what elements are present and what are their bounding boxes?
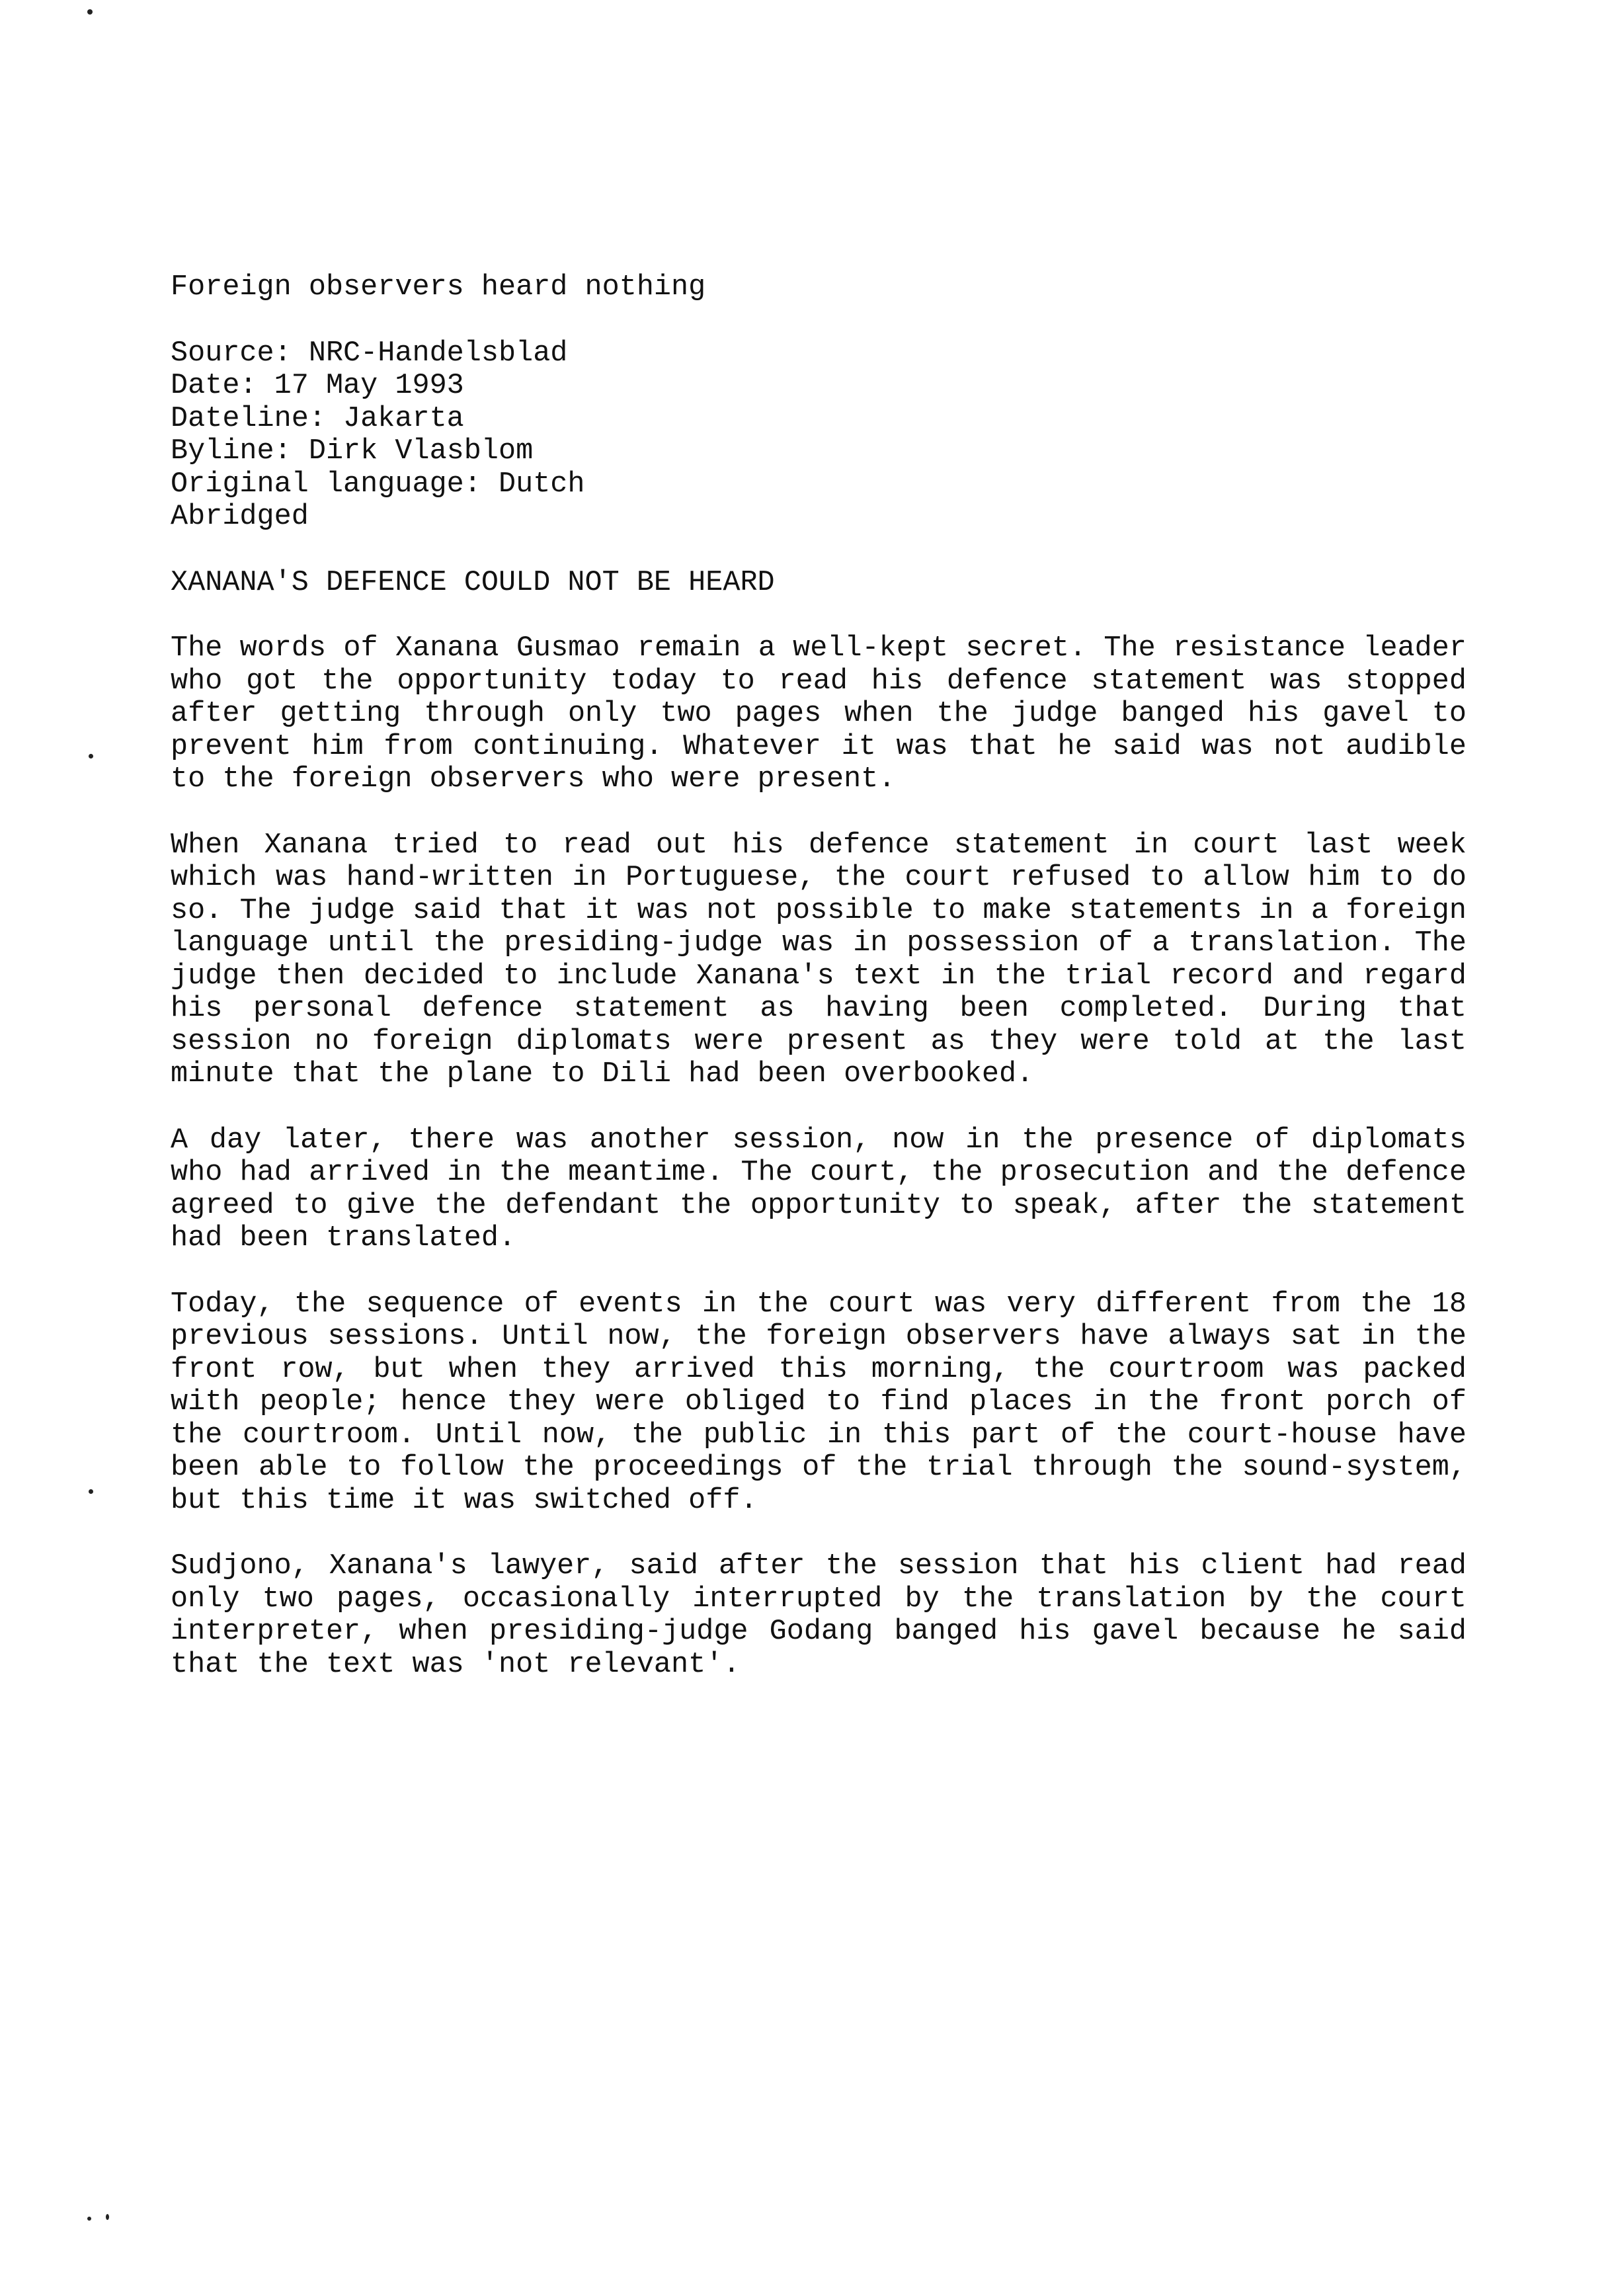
article-headline: XANANA'S DEFENCE COULD NOT BE HEARD — [171, 566, 775, 599]
document-title: Foreign observers heard nothing — [171, 271, 706, 304]
paragraph: A day later, there was another session, now in the presence of diplomats who had arrived in the meantime. The court, the prosecution and the defence agreed to give the defendant the opportunity to speak, after the statement had been translated. — [171, 1124, 1467, 1254]
meta-byline: Byline: Dirk Vlasblom — [171, 435, 534, 468]
meta-date: Date: 17 May 1993 — [171, 370, 464, 402]
paragraph: Today, the sequence of events in the court was very different from the 18 previous sessions. Until now, the foreign observers have always sat in the front row, but when they arrived this morning, the courtroom was packed with people; hence they were obliged to find places in the front porch of the courtroom. Until now, the public in this part of the court-house have been able to follow the proceedings of the trial through the sound-system, but this time it was switched off. — [171, 1288, 1467, 1517]
scan-speck — [106, 2214, 109, 2220]
document-page — [171, 271, 1467, 1714]
meta-abridged: Abridged — [171, 501, 309, 533]
scan-speck — [87, 2217, 91, 2221]
paragraph: The words of Xanana Gusmao remain a well-kept secret. The resistance leader who got the opportunity today to read his defence statement was stopped after getting through only two pages when the judge banged his gavel to prevent him from continuing. Whatever it was that he said was not audible to the foreign observers who were present. — [171, 632, 1467, 796]
meta-source: Source: NRC-Handelsblad — [171, 337, 568, 370]
scan-speck — [89, 1489, 93, 1494]
scan-speck — [87, 9, 93, 15]
metadata-block — [171, 337, 1467, 534]
meta-dateline: Dateline: Jakarta — [171, 402, 464, 435]
paragraph: When Xanana tried to read out his defence statement in court last week which was hand-written in Portuguese, the court refused to allow him to do so. The judge said that it was not possible to make statements in a foreign language until the presiding-judge was in possession of a translation. The judge then decided to include Xanana's text in the trial record and regard his personal defence statement as having been completed. During that session no foreign diplomats were present as they were told at the last minute that the plane to Dili had been overbooked. — [171, 829, 1467, 1090]
scan-speck — [89, 754, 93, 758]
meta-language: Original language: Dutch — [171, 468, 585, 501]
paragraph: Sudjono, Xanana's lawyer, said after the session that his client had read only two pages, occasionally interrupted by the translation by the court interpreter, when presiding-judge Godang banged his gavel because he said that the text was 'not relevant'. — [171, 1550, 1467, 1681]
